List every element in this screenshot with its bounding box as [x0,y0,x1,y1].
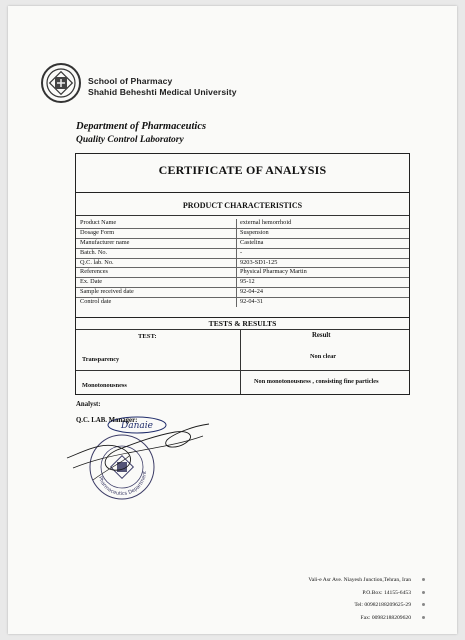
row-label: References [80,268,108,276]
row-label: Q.C. lab. No. [80,258,114,266]
tests-results-section [75,317,410,395]
contact-address: Vali-e Asr Ave. Niayesh Junction,Tehran, Iran [308,574,411,587]
table-row [76,229,409,239]
product-characteristics-table [76,219,409,307]
certificate-title-box [75,153,410,193]
school-name-line2: Shahid Beheshti Medical University [88,87,237,97]
test-result: Non monotonousness , consisting fine particles [254,378,379,385]
row-value: 92-04-24 [240,288,264,296]
table-row [76,239,409,249]
row-value: Suspension [240,228,269,236]
contact-tel: Tel: 00982188209625-29 [308,599,411,612]
contact-fax: Fax: 00982188209620 [308,612,411,625]
table-row [76,268,409,278]
product-characteristics-section [75,192,410,318]
divider [76,329,409,330]
row-value: 95-12 [240,278,255,286]
row-value: 9203-SD1-125 [240,258,278,266]
lab-name: Quality Control Laboratory [76,135,184,145]
row-label: Batch. No. [80,248,108,256]
row-value: Physical Pharmacy Martin [240,268,307,276]
qc-manager-signature [63,418,213,484]
school-name [88,76,237,98]
table-row [76,278,409,288]
tests-results-title: TESTS & RESULTS [208,319,277,328]
row-label: Dosage Form [80,228,115,236]
row-label: Control date [80,298,112,306]
divider [76,370,409,371]
university-logo [40,62,82,104]
analyst-label: Analyst: [76,401,101,408]
table-row [76,249,409,259]
row-label: Manufacturer name [80,238,130,246]
table-row [76,288,409,298]
qc-manager-label: Q.C. LAB. Manager: [76,417,138,424]
product-characteristics-title: PRODUCT CHARACTERISTICS [182,201,303,210]
test-name: Transparency [82,356,120,363]
row-value: external hemorrhoid [240,219,292,226]
test-column-header: TEST: [138,333,157,340]
divider [76,215,409,216]
row-label: Sample received date [80,288,134,296]
test-name: Monotonousness [82,382,127,389]
table-row [76,219,409,229]
row-value: 92-04-31 [240,298,264,306]
stamp-text: Pharmaceutics Department [96,470,149,498]
test-result: Non clear [310,353,337,360]
column-divider [240,329,241,394]
result-column-header: Result [312,332,331,339]
contact-block [308,574,411,624]
table-row [76,259,409,269]
analyst-signature-text: Danaie [121,421,153,431]
table-row [76,298,409,307]
row-label: Product Name [80,219,117,226]
school-name-line1: School of Pharmacy [88,76,173,86]
row-value: - [240,248,243,256]
certificate-title: CERTIFICATE OF ANALYSIS [158,163,327,177]
document-page [8,6,457,634]
row-label: Ex. Date [80,278,103,286]
department-name: Department of Pharmaceutics [76,121,207,132]
row-value: Castelina [240,238,264,246]
contact-po-box: P.O.Box: 14155-6453 [308,587,411,600]
